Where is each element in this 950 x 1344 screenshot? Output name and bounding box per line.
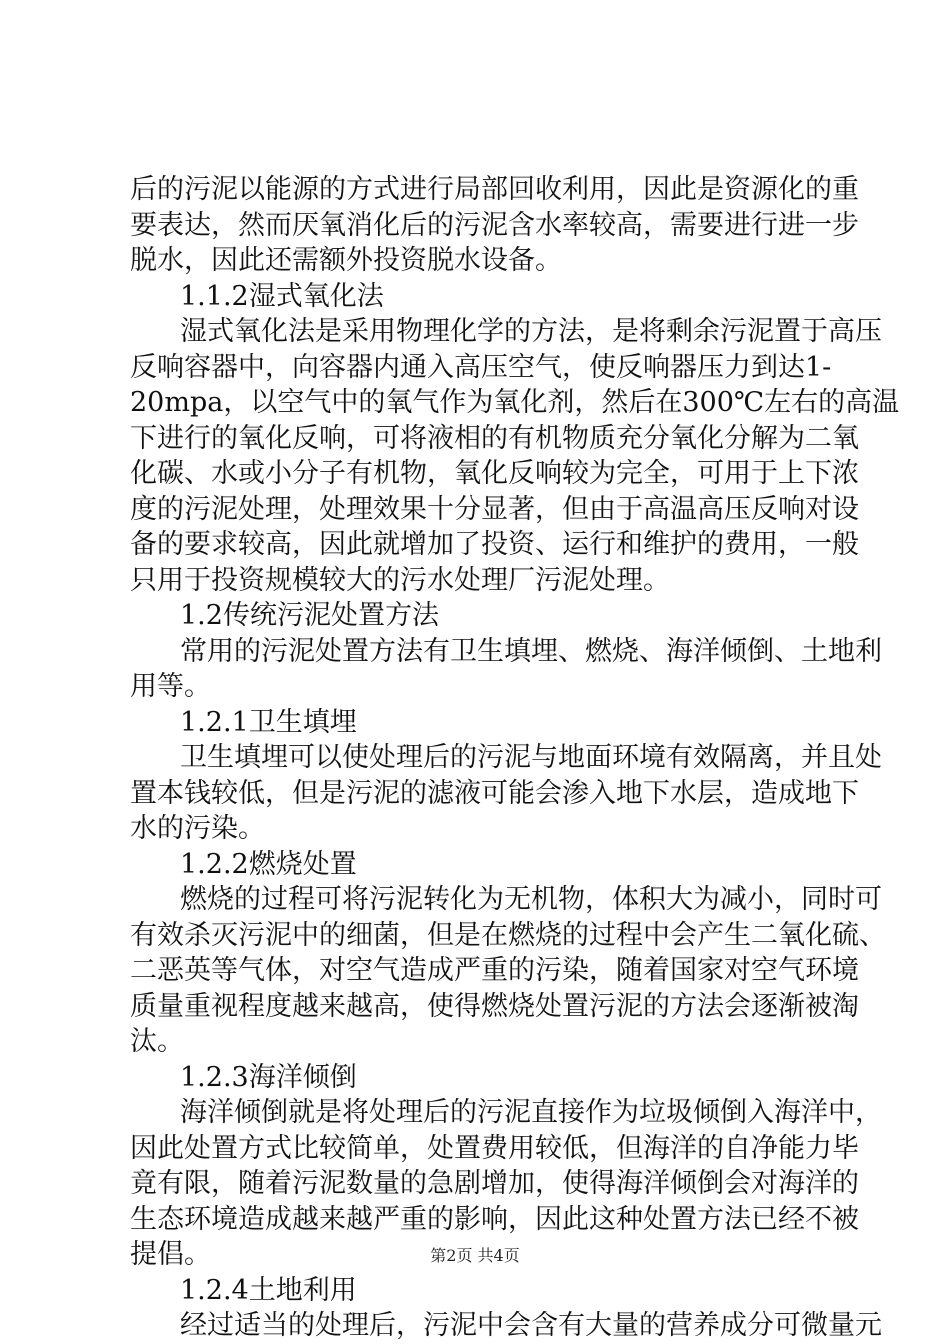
text-line: 常用的污泥处置方法有卫生填埋、燃烧、海洋倾倒、土地利 — [180, 635, 882, 667]
text-line: 备的要求较高，因此就增加了投资、运行和维护的费用，一般 — [130, 529, 859, 560]
text-line: 燃烧的过程可将污泥转化为无机物，体积大为减小，同时可 — [180, 884, 882, 915]
section-heading-1-2-1: 1.2.1卫生填埋 — [180, 706, 357, 738]
section-heading-1-2: 1.2传统污泥处置方法 — [180, 600, 439, 631]
text-line: 只用于投资规模较大的污水处理厂污泥处理。 — [130, 564, 670, 596]
text-line: 生态环境造成越来越严重的影响，因此这种处置方法已经不被 — [130, 1203, 859, 1235]
text-line: 有效杀灭污泥中的细菌，但是在燃烧的过程中会产生二氧化硫、 — [130, 919, 886, 951]
text-line: 下进行的氧化反响，可将液相的有机物质充分氧化分解为二氧 — [130, 422, 859, 454]
text-line: 质量重视程度越来越高，使得燃烧处置污泥的方法会逐渐被淘 — [130, 990, 859, 1022]
text-line: 反响容器中，向容器内通入高压空气，使反响器压力到达1- — [130, 351, 832, 383]
text-line: 20mpa，以空气中的氧气作为氧化剂，然后在300℃左右的高温 — [130, 387, 900, 418]
text-line: 度的污泥处理，处理效果十分显著，但由于高温高压反响对设 — [130, 493, 859, 525]
text-line: 卫生填埋可以使处理后的污泥与地面环境有效隔离，并且处 — [180, 742, 882, 773]
section-heading-1-2-4: 1.2.4土地利用 — [180, 1274, 357, 1306]
section-heading-1-1-2: 1.1.2湿式氧化法 — [180, 280, 384, 312]
text-line: 提倡。 — [130, 1239, 211, 1270]
section-heading-1-2-2: 1.2.2燃烧处置 — [180, 848, 357, 880]
text-line: 化碳、水或小分子有机物，氧化反响较为完全，可用于上下浓 — [130, 458, 859, 489]
section-heading-1-2-3: 1.2.3海洋倾倒 — [180, 1061, 357, 1093]
text-line: 水的污染。 — [130, 813, 265, 844]
text-line: 后的污泥以能源的方式进行局部回收利用，因此是资源化的重 — [130, 174, 859, 205]
text-line: 因此处置方式比较简单，处置费用较低，但海洋的自净能力毕 — [130, 1132, 859, 1164]
text-line: 竟有限，随着污泥数量的急剧增加，使得海洋倾倒会对海洋的 — [130, 1168, 859, 1199]
text-line: 二恶英等气体，对空气造成严重的污染，随着国家对空气环境 — [130, 955, 859, 986]
text-line: 用等。 — [130, 671, 211, 702]
text-line: 要表达，然而厌氧消化后的污泥含水率较高，需要进行进一步 — [130, 209, 859, 241]
document-body — [130, 172, 900, 1344]
text-line: 海洋倾倒就是将处理后的污泥直接作为垃圾倾倒入海洋中， — [180, 1097, 882, 1128]
text-line: 脱水，因此还需额外投资脱水设备。 — [130, 245, 562, 276]
text-line: 汰。 — [130, 1026, 184, 1057]
text-line: 湿式氧化法是采用物理化学的方法，是将剩余污泥置于高压 — [180, 316, 882, 347]
page-number-footer: 第2页 共4页 — [430, 1246, 520, 1265]
text-line: 置本钱较低，但是污泥的滤液可能会渗入地下水层，造成地下 — [130, 777, 859, 809]
text-line: 经过适当的处理后，污泥中会含有大量的营养成分可微量元 — [180, 1310, 882, 1341]
